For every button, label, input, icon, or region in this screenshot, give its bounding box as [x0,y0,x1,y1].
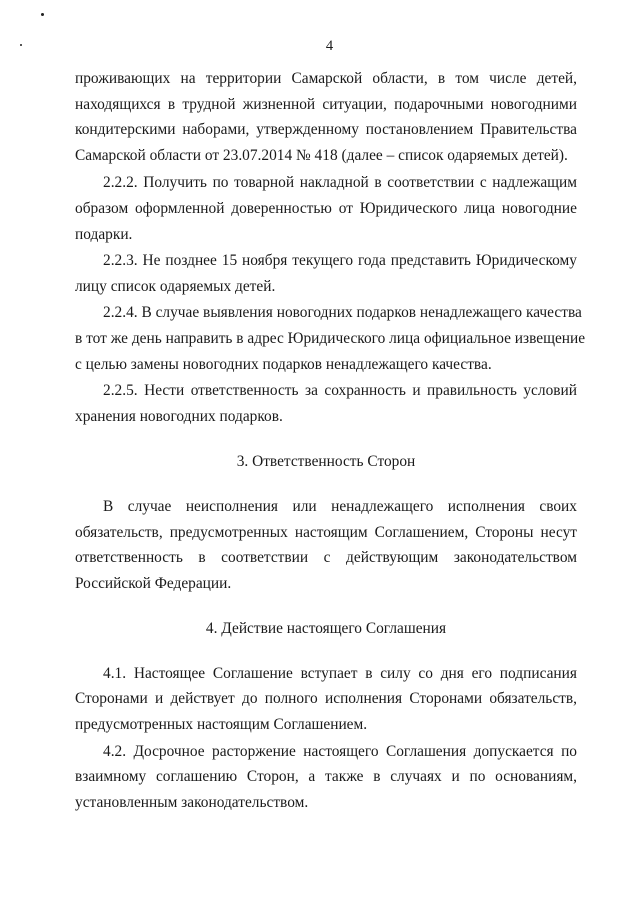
text-line: 4.1. Настоящее Соглашение вступает в силу со дня его подписания [103,664,577,682]
text-line: хранения новогодних подарков. [75,407,283,425]
text-line: 2.2.4. В случае выявления новогодних подарков ненадлежащего качества [103,304,582,322]
text-line: 2.2.5. Нести ответственность за сохранность и правильность условий [103,382,577,400]
text-line: установленным законодательством. [75,793,309,811]
paragraph-3 [75,494,577,596]
text-line: образом оформленной доверенностью от Юридического лица новогодние [75,199,577,217]
document-body [75,66,586,815]
paragraph-4-2 [75,739,577,816]
text-line: лицу список одаряемых детей. [75,277,276,295]
paragraph-4-1 [75,661,577,738]
paragraph-2-2-3 [75,248,577,299]
text-line: предусмотренных настоящим Соглашением. [75,716,368,734]
text-line: кондитерскими наборами, утвержденному постановлением Правительства [75,121,577,139]
paragraph-2-2-2 [75,170,577,247]
text-line: обязательств, предусмотренных настоящим Соглашением, Стороны несут [75,523,577,541]
text-line: 4.2. Досрочное расторжение настоящего Соглашения допускается по [103,742,577,760]
text-line: подарки. [75,225,133,243]
text-line: 2.2.2. Получить по товарной накладной в соответствии с надлежащим [103,174,577,192]
paragraph-continuation [75,66,577,168]
text-line: Российской Федерации. [75,574,232,592]
paragraph-2-2-4 [75,300,586,377]
text-line: 2.2.3. Не позднее 15 ноября текущего года представить Юридическому [103,252,577,270]
page-number: 4 [325,38,334,54]
text-line: ответственность в соответствии с действующим законодательством [75,549,577,567]
section-heading-3: 3. Ответственность Сторон [236,453,416,471]
paragraph-2-2-5 [75,378,577,429]
text-line: Самарской области от 23.07.2014 № 418 (далее – список одаряемых детей). [75,146,568,164]
text-line: с целью замены новогодних подарков ненадлежащего качества. [75,355,492,373]
section-heading-4: 4. Действие настоящего Соглашения [205,620,447,638]
text-line: проживающих на территории Самарской области, в том числе детей, [75,70,577,87]
scan-speck [41,13,44,16]
text-line: взаимному соглашению Сторон, а также в случаях и по основаниям, [75,768,577,786]
text-line: В случае неисполнения или ненадлежащего исполнения своих [103,497,577,515]
text-line: в тот же день направить в адрес Юридического лица официальное извещение [75,329,586,347]
text-line: Сторонами и действует до полного исполнения Сторонами обязательств, [75,690,577,708]
text-line: находящихся в трудной жизненной ситуации, подарочными новогодними [75,95,577,113]
